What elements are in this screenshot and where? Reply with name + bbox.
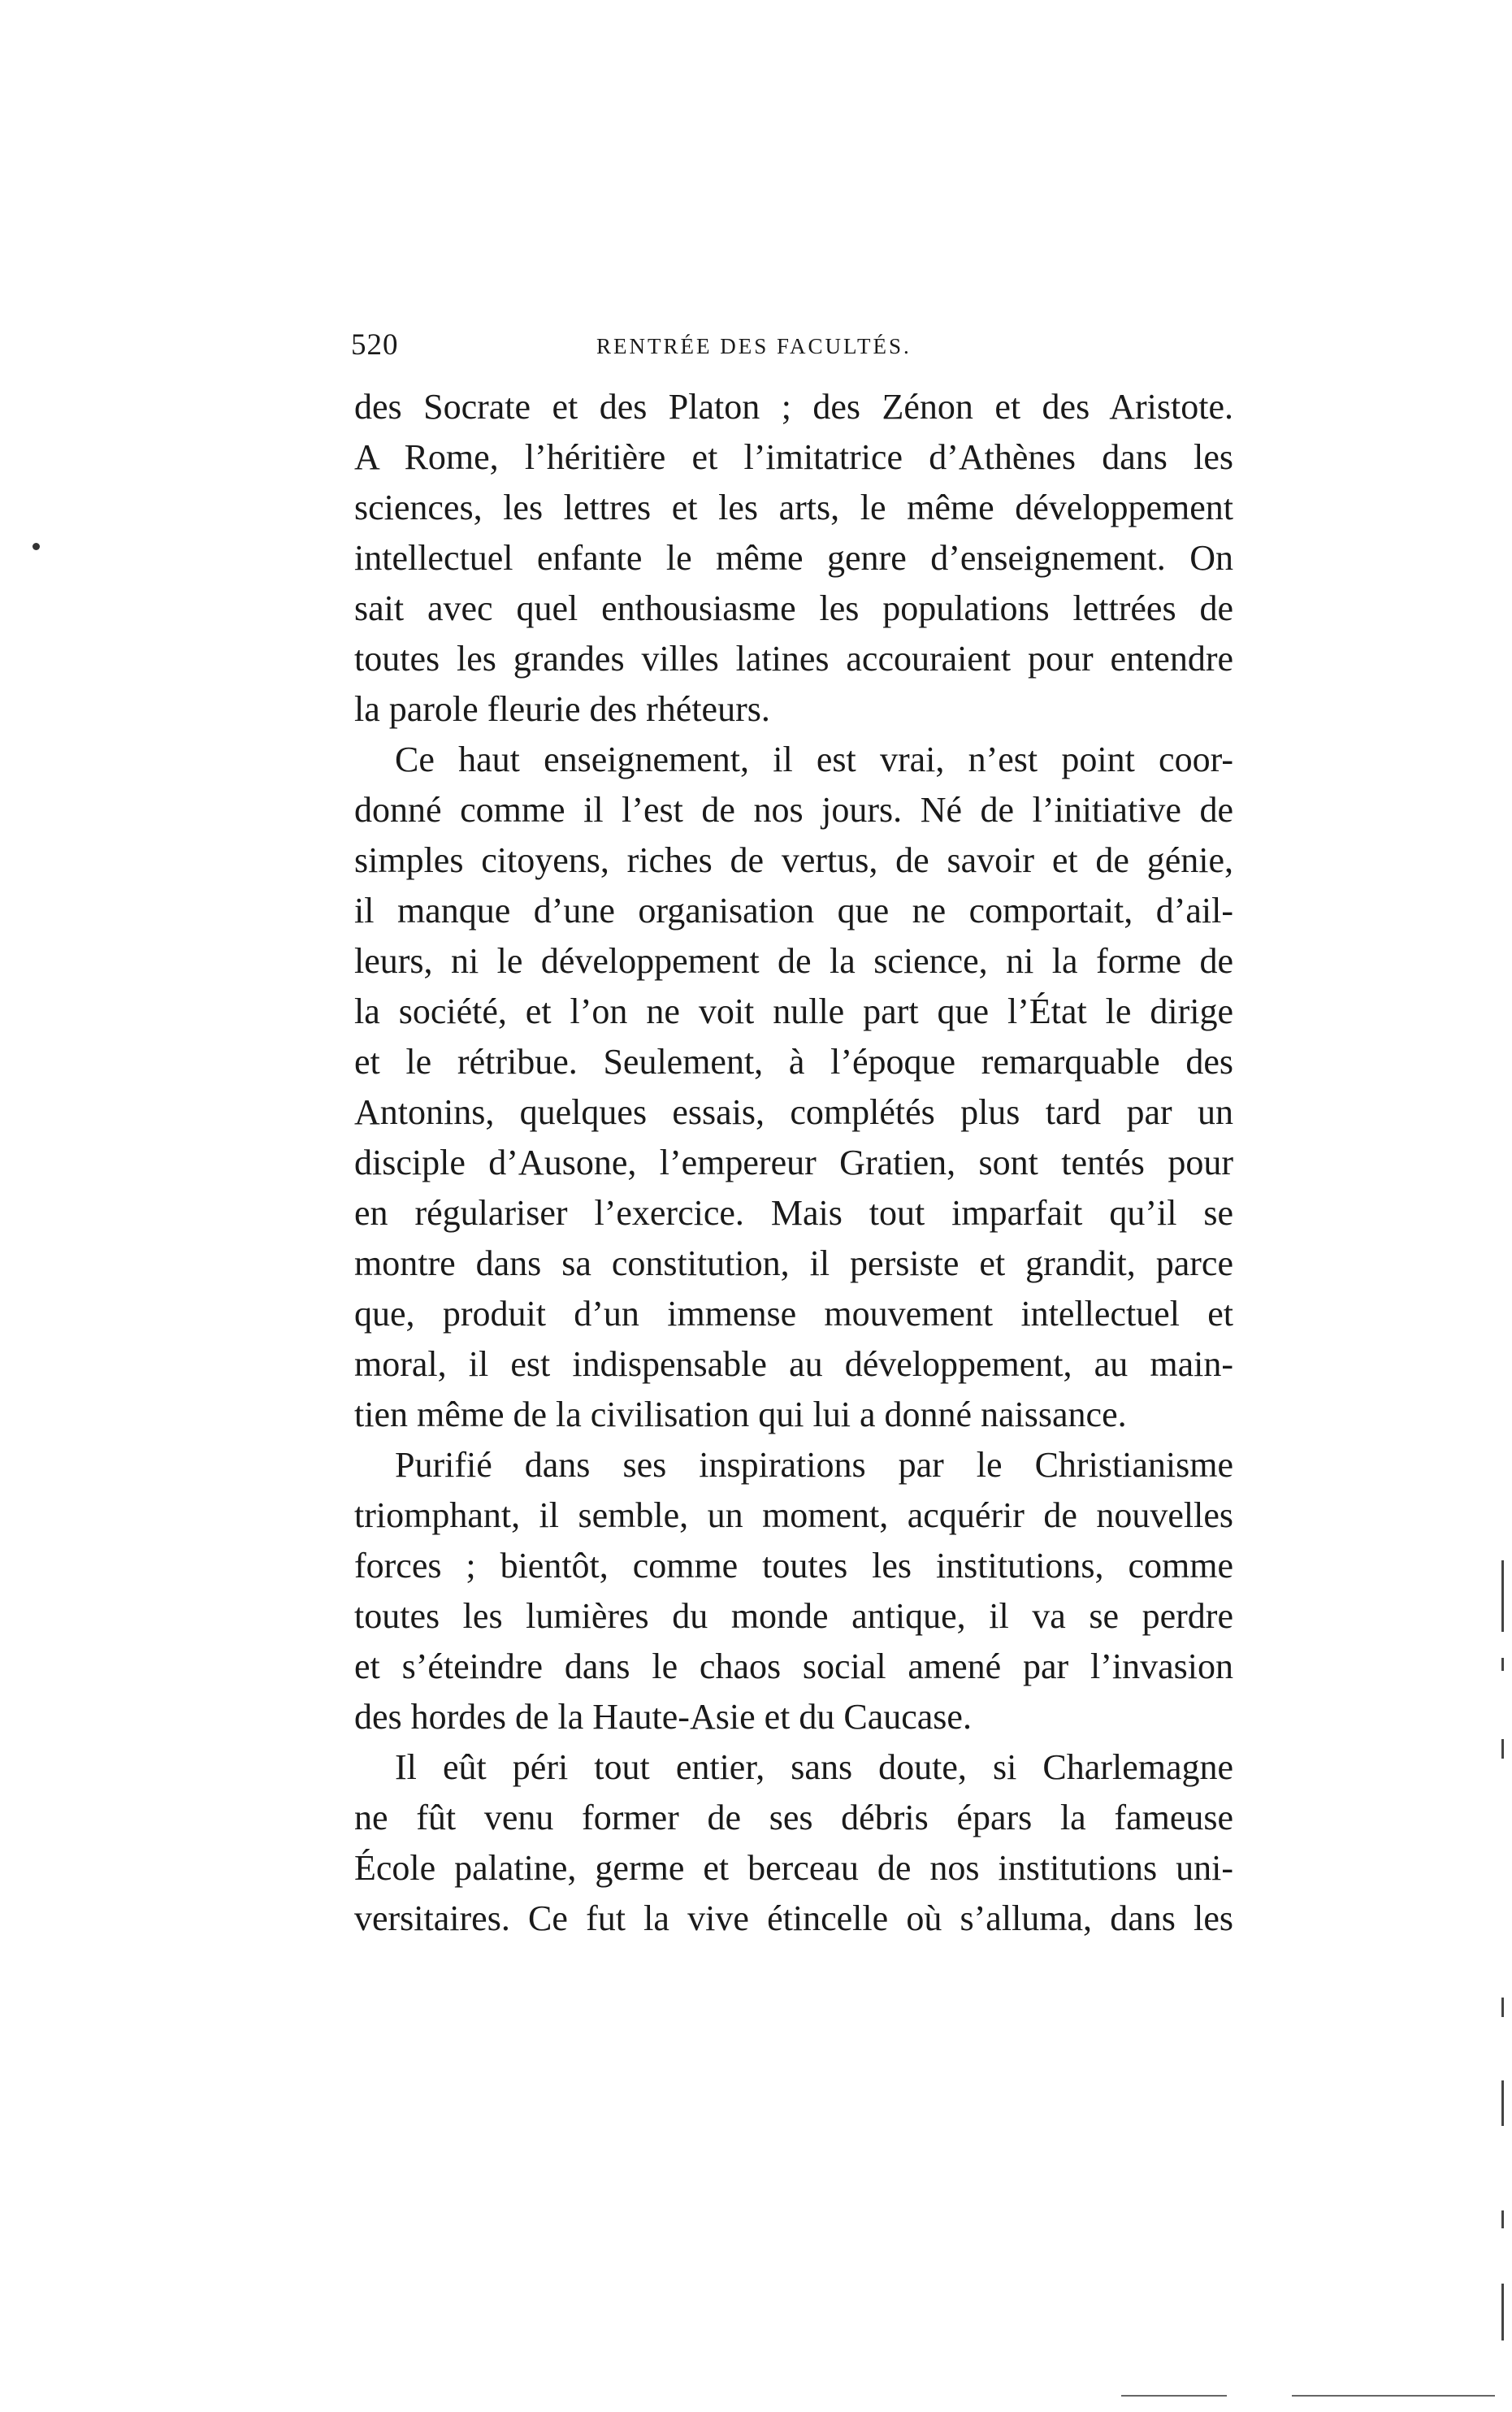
text-line: sciences, les lettres et les arts, le même développement xyxy=(354,488,1233,527)
text-line: A Rome, l’héritière et l’imitatrice d’Athènes dans les xyxy=(354,437,1233,477)
margin-dot-mark xyxy=(32,543,40,550)
text-line: forces ; bientôt, comme toutes les institutions, comme xyxy=(354,1546,1233,1586)
text-line: École palatine, germe et berceau de nos institutions uni- xyxy=(354,1848,1233,1888)
text-line: en régulariser l’exercice. Mais tout imparfait qu’il se xyxy=(354,1193,1233,1233)
running-head xyxy=(351,325,1237,366)
text-line: toutes les lumières du monde antique, il va se perdre xyxy=(354,1596,1233,1636)
text-line: leurs, ni le développement de la science, ni la forme de xyxy=(354,941,1233,981)
running-title: RENTRÉE DES FACULTÉS. xyxy=(596,334,912,358)
scan-edge-mark xyxy=(1501,1560,1504,1632)
text-line: sait avec quel enthousiasme les populations lettrées de xyxy=(354,588,1233,628)
text-line: triomphant, il semble, un moment, acquérir de nouvelles xyxy=(354,1495,1233,1535)
page-number: 520 xyxy=(351,328,399,362)
text-line: simples citoyens, riches de vertus, de savoir et de génie, xyxy=(354,840,1233,880)
text-line: disciple d’Ausone, l’empereur Gratien, sont tentés pour xyxy=(354,1143,1233,1182)
text-line: Ce haut enseignement, il est vrai, n’est point coor- xyxy=(395,740,1233,779)
scan-edge-mark xyxy=(1501,2210,1504,2228)
text-line: et le rétribue. Seulement, à l’époque remarquable des xyxy=(354,1042,1233,1082)
text-line: Purifié dans ses inspirations par le Christianisme xyxy=(395,1445,1233,1485)
text-line: intellectuel enfante le même genre d’enseignement. On xyxy=(354,538,1233,578)
scan-edge-mark xyxy=(1501,1998,1504,2017)
text-line: toutes les grandes villes latines accouraient pour entendre xyxy=(354,639,1233,679)
body-text xyxy=(354,382,1233,1944)
text-line: la société, et l’on ne voit nulle part que l’État le dirige xyxy=(354,991,1233,1031)
text-line: montre dans sa constitution, il persiste et grandit, parce xyxy=(354,1243,1233,1283)
text-line: la parole fleurie des rhéteurs. xyxy=(354,689,770,729)
text-line: tien même de la civilisation qui lui a donné naissance. xyxy=(354,1395,1127,1434)
text-line: et s’éteindre dans le chaos social amené par l’invasion xyxy=(354,1646,1233,1686)
text-line: versitaires. Ce fut la vive étincelle où s’alluma, dans les xyxy=(354,1898,1233,1938)
text-line: donné comme il l’est de nos jours. Né de l’initiative de xyxy=(354,790,1233,830)
scan-bottom-rule xyxy=(1121,2395,1227,2397)
scan-edge-mark xyxy=(1501,2080,1504,2126)
text-line: il manque d’une organisation que ne comportait, d’ail- xyxy=(354,891,1233,931)
scan-edge-mark xyxy=(1501,1658,1504,1671)
scan-edge-mark xyxy=(1501,2284,1504,2340)
text-line: ne fût venu former de ses débris épars la fameuse xyxy=(354,1798,1233,1837)
text-line: des hordes de la Haute-Asie et du Caucase. xyxy=(354,1697,972,1737)
text-line: Antonins, quelques essais, complétés plus tard par un xyxy=(354,1092,1233,1132)
text-line: que, produit d’un immense mouvement intellectuel et xyxy=(354,1294,1233,1334)
scan-edge-mark xyxy=(1501,1739,1504,1759)
text-line: Il eût péri tout entier, sans doute, si Charlemagne xyxy=(395,1747,1233,1787)
scan-bottom-rule xyxy=(1292,2395,1495,2397)
text-line: des Socrate et des Platon ; des Zénon et des Aristote. xyxy=(354,387,1233,427)
text-line: moral, il est indispensable au développement, au main- xyxy=(354,1344,1233,1384)
